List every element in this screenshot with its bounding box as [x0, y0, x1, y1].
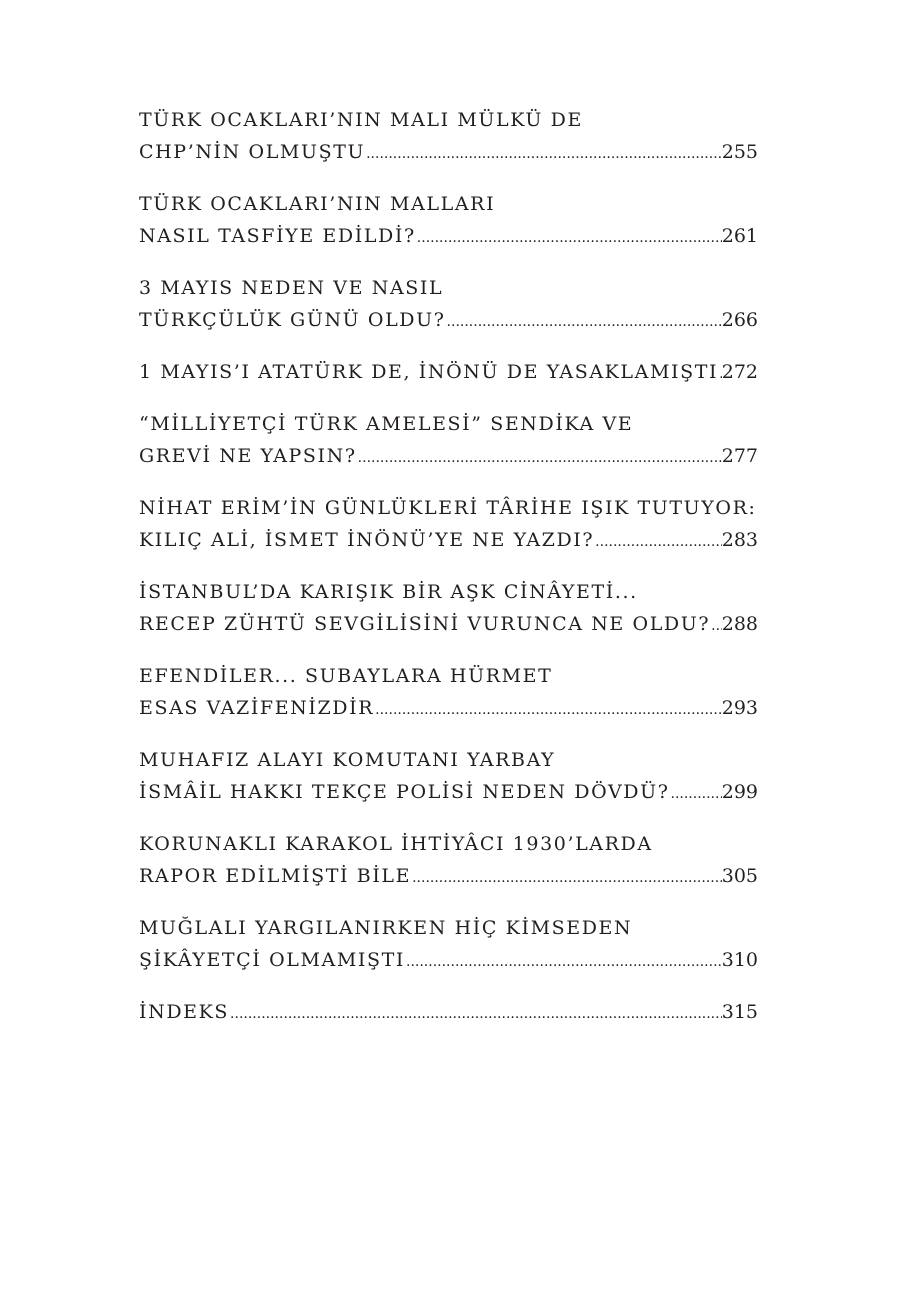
- dot-leader: [670, 778, 722, 810]
- toc-title-text: EFENDİLER... SUBAYLARA HÜRMET: [139, 665, 553, 687]
- toc-title-text: KORUNAKLI KARAKOL İHTİYÂCI 1930’LARDA: [139, 833, 653, 855]
- toc-entry[interactable]: [139, 272, 758, 336]
- toc-title-text: MUĞLALI YARGILANIRKEN HİÇ KİMSEDEN: [139, 917, 633, 939]
- toc-title-text: İNDEKS: [139, 1001, 230, 1023]
- toc-title-text: RECEP ZÜHTÜ SEVGİLİSİNİ VURUNCA NE OLDU?: [139, 613, 711, 635]
- toc-title-line: [139, 692, 758, 724]
- dot-leader: [365, 138, 722, 170]
- toc-title-text: 3 MAYIS NEDEN VE NASIL: [139, 277, 444, 299]
- page-number: 315: [721, 1001, 758, 1023]
- toc-title-text: İSMÂİL HAKKI TEKÇE POLİSİ NEDEN DÖVDÜ?: [139, 781, 670, 803]
- toc-title-line: [139, 524, 758, 556]
- toc-title-text: NASIL TASFİYE EDİLDİ?: [139, 225, 416, 247]
- page-number: 272: [721, 361, 758, 383]
- toc-title-text: RAPOR EDİLMİŞTİ BİLE: [139, 865, 412, 887]
- toc-title-line: [139, 104, 758, 136]
- dot-leader: [229, 998, 722, 1030]
- toc-title-line: [139, 272, 758, 304]
- dot-leader: [411, 862, 722, 894]
- dot-leader: [710, 610, 722, 642]
- page-number: 261: [721, 225, 758, 247]
- toc-title-text: 1 MAYIS’I ATATÜRK DE, İNÖNÜ DE YASAKLAMIŞTI: [139, 361, 719, 383]
- toc-title-line: [139, 996, 758, 1028]
- toc-title-line: [139, 660, 758, 692]
- toc-title-line: [139, 492, 758, 524]
- toc-title-line: [139, 912, 758, 944]
- toc-title-text: ŞİKÂYETÇİ OLMAMIŞTI: [139, 949, 405, 971]
- toc-title-line: [139, 136, 758, 168]
- toc-title-line: [139, 440, 758, 472]
- page-number: 310: [721, 949, 758, 971]
- dot-leader: [416, 222, 722, 254]
- toc-entry[interactable]: [139, 104, 758, 168]
- toc-title-line: [139, 188, 758, 220]
- toc-entry[interactable]: [139, 660, 758, 724]
- toc-entry[interactable]: [139, 996, 758, 1028]
- toc-title-text: CHP’NİN OLMUŞTU: [139, 141, 366, 163]
- toc-title-text: TÜRK OCAKLARI’NIN MALLARI: [139, 193, 496, 215]
- toc-title-line: [139, 744, 758, 776]
- toc-title-text: TÜRK OCAKLARI’NIN MALI MÜLKÜ DE: [139, 109, 583, 131]
- toc-entry[interactable]: [139, 356, 758, 388]
- toc-title-line: [139, 776, 758, 808]
- toc-title-line: [139, 944, 758, 976]
- page-number: 293: [721, 697, 758, 719]
- table-of-contents: [139, 104, 758, 1048]
- toc-title-text: İSTANBUL’DA KARIŞIK BİR AŞK CİNÂYETİ...: [139, 581, 638, 603]
- page-number: 299: [721, 781, 758, 803]
- dot-leader: [357, 442, 722, 474]
- dot-leader: [446, 306, 722, 338]
- toc-title-text: “MİLLİYETÇİ TÜRK AMELESİ” SENDİKA VE: [139, 413, 634, 435]
- toc-entry[interactable]: [139, 744, 758, 808]
- toc-title-line: [139, 828, 758, 860]
- page-number: 255: [721, 141, 758, 163]
- toc-entry[interactable]: [139, 576, 758, 640]
- toc-entry[interactable]: [139, 408, 758, 472]
- dot-leader: [594, 526, 722, 558]
- toc-title-text: TÜRKÇÜLÜK GÜNÜ OLDU?: [139, 309, 446, 331]
- dot-leader: [374, 694, 722, 726]
- toc-title-text: ESAS VAZİFENİZDİR: [139, 697, 375, 719]
- toc-title-line: [139, 356, 758, 388]
- toc-title-line: [139, 220, 758, 252]
- toc-title-line: [139, 304, 758, 336]
- dot-leader: [405, 946, 722, 978]
- toc-title-line: [139, 576, 758, 608]
- toc-entry[interactable]: [139, 492, 758, 556]
- page-number: 288: [721, 613, 758, 635]
- toc-title-text: GREVİ NE YAPSIN?: [139, 445, 357, 467]
- toc-entry[interactable]: [139, 828, 758, 892]
- toc-entry[interactable]: [139, 188, 758, 252]
- page-number: 277: [721, 445, 758, 467]
- toc-title-text: KILIÇ ALİ, İSMET İNÖNÜ’YE NE YAZDI?: [139, 529, 595, 551]
- toc-title-line: [139, 860, 758, 892]
- page-number: 305: [721, 865, 758, 887]
- toc-title-text: MUHAFIZ ALAYI KOMUTANI YARBAY: [139, 749, 556, 771]
- toc-title-line: [139, 408, 758, 440]
- toc-title-text: NİHAT ERİM’İN GÜNLÜKLERİ TÂRİHE IŞIK TUTUYOR:: [139, 497, 757, 519]
- page-number: 266: [721, 309, 758, 331]
- page-number: 283: [721, 529, 758, 551]
- toc-entry[interactable]: [139, 912, 758, 976]
- toc-title-line: [139, 608, 758, 640]
